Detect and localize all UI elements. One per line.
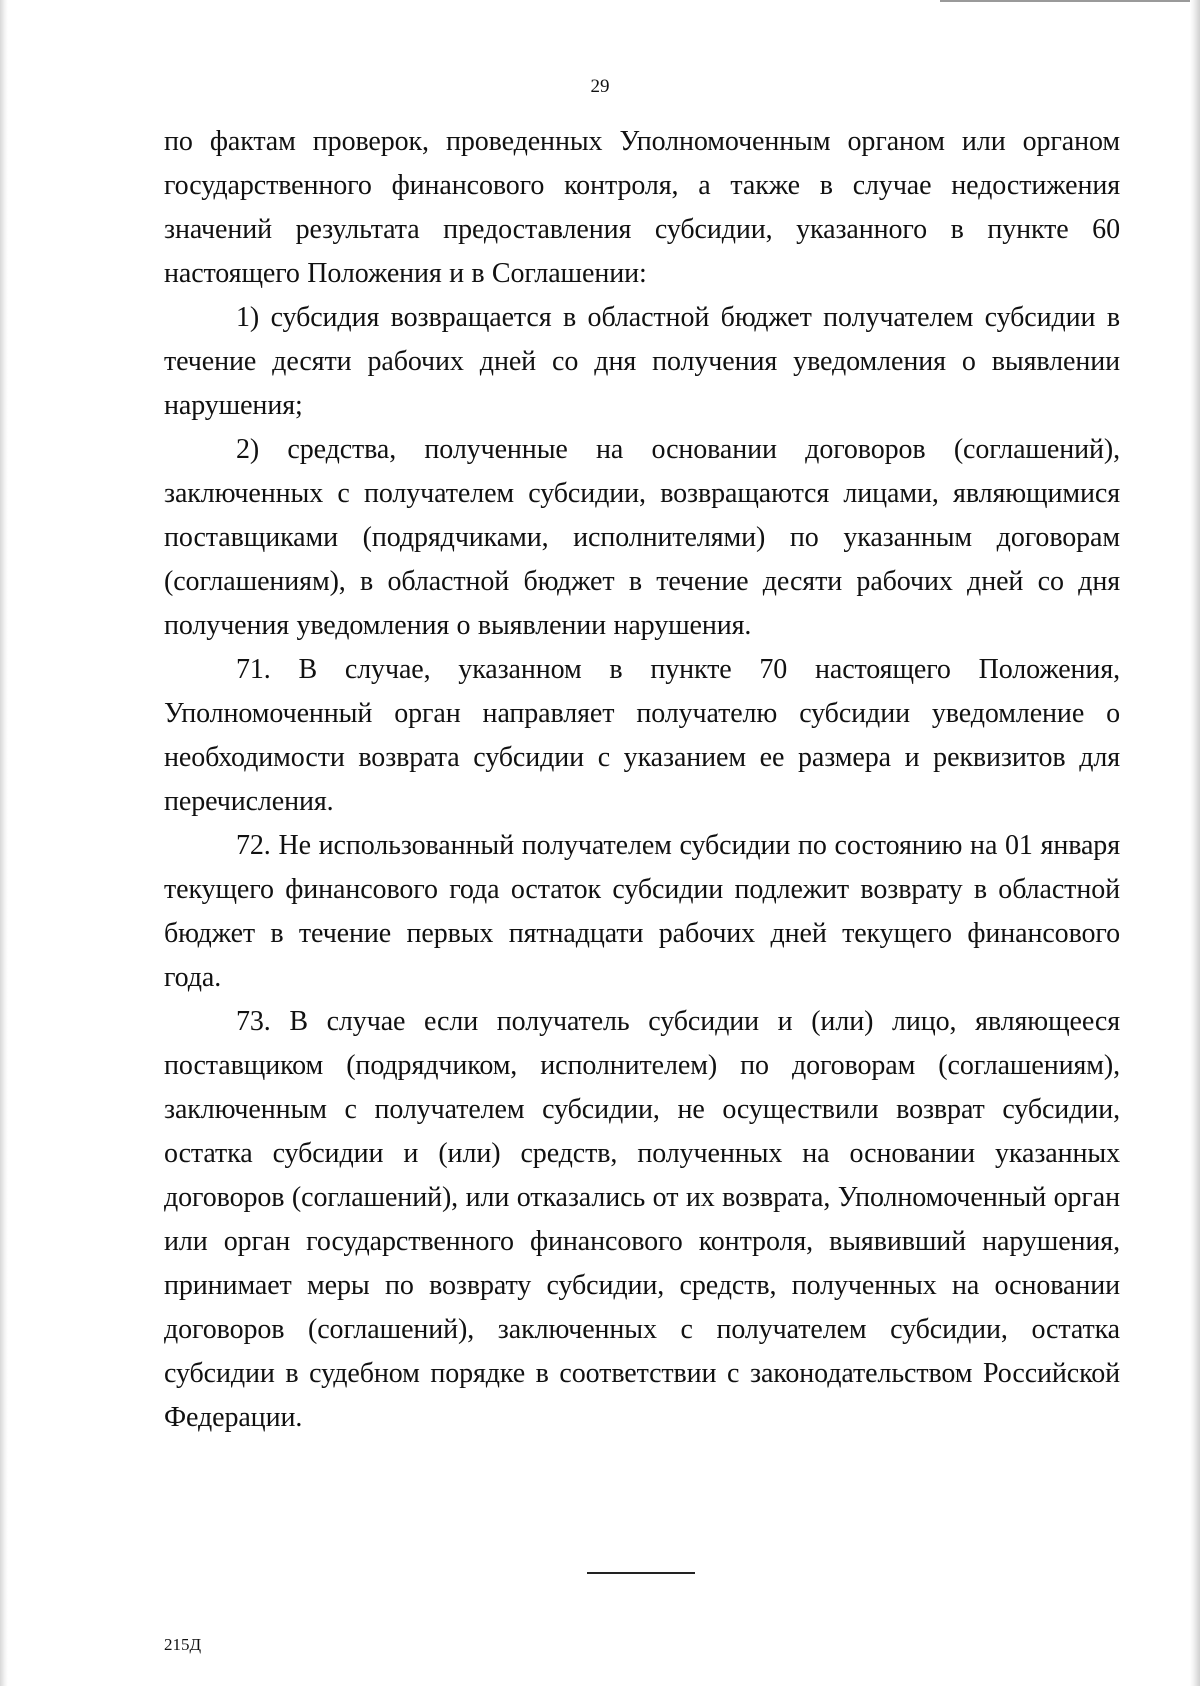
document-body — [164, 120, 1120, 1440]
paragraph-item-2: 2) средства, полученные на основании договоров (соглашений), заключенных с получателем субсидии, возвращаются лицами, являющимися поставщиками (подрядчиками, исполнителями) по указанным договорам (соглашениям), в областной бюджет в течение десяти рабочих дней со дня получения уведомления о выявлении нарушения. — [164, 434, 1120, 641]
paragraph-clause-72: 72. Не использованный получателем субсидии по состоянию на 01 января текущего финансового года остаток субсидии подлежит возврату в областной бюджет в течение первых пятнадцати рабочих дней текущего финансового года. — [164, 830, 1120, 993]
scan-edge-left — [0, 0, 8, 1686]
paragraph-continuation: по фактам проверок, проведенных Уполномоченным органом или органом государственного финансового контроля, а также в случае недостижения значений результата предоставления субсидии, указанного в пункте 60 настоящего Положения и в Соглашении: — [164, 126, 1120, 289]
paragraph-clause-73: 73. В случае если получатель субсидии и (или) лицо, являющееся поставщиком (подрядчиком, исполнителем) по договорам (соглашениям), заключенным с получателем субсидии, не осуществили возврат субсидии, остатка субсидии и (или) средств, полученных на основании указанных договоров (соглашений), или отказались от их возврата, Уполномоченный орган или орган государственного финансового контроля, выявивший нарушения, принимает меры по возврату субсидии, средств, полученных на основании договоров (соглашений), заключенных с получателем субсидии, остатка субсидии в судебном порядке в соответствии с законодательством Российской Федерации. — [164, 1006, 1120, 1433]
footer-document-code: 215Д — [164, 1635, 202, 1654]
scan-edge-right — [1190, 0, 1200, 1686]
page-number: 29 — [590, 76, 610, 97]
paragraph-item-1: 1) субсидия возвращается в областной бюджет получателем субсидии в течение десяти рабочих дней со дня получения уведомления о выявлении нарушения; — [164, 302, 1120, 421]
scan-edge-top — [940, 0, 1190, 2]
end-of-document-rule — [587, 1572, 695, 1574]
paragraph-clause-71: 71. В случае, указанном в пункте 70 настоящего Положения, Уполномоченный орган направляет получателю субсидии уведомление о необходимости возврата субсидии с указанием ее размера и реквизитов для перечисления. — [164, 654, 1120, 817]
